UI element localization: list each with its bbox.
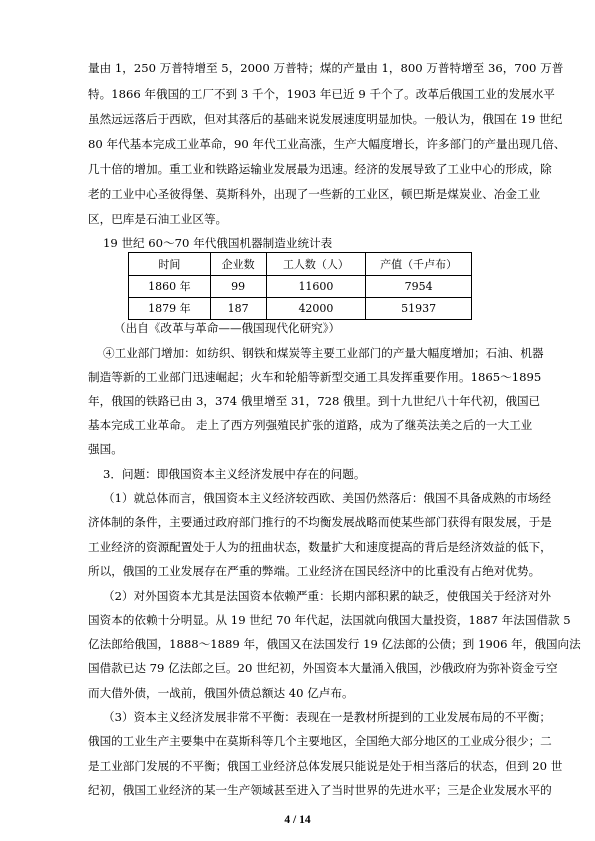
text-line: 济体制的条件，主要通过政府部门推行的不均衡发展战略而使某些部门获得有限发展，于是: [88, 515, 552, 529]
text-line: ④工业部门增加：如纺织、钢铁和煤炭等主要工业部门的产量大幅度增加；石油、机器: [103, 346, 544, 360]
text-line: 所以，俄国的工业发展存在严重的弊端。工业经济在国民经济中的比重没有占绝对优势。: [88, 564, 541, 578]
table-header-cell: 产值（千卢布）: [366, 253, 472, 276]
text-line: 老的工业中心圣彼得堡、莫斯科外，出现了一些新的工业区，顿巴斯是煤炭业、冶金工业: [88, 187, 541, 201]
table-header-cell: 时间: [129, 253, 211, 276]
text-line: 俄国的工业生产主要集中在莫斯科等几个主要地区，全国绝大部分地区的工业成分很少；二: [88, 734, 552, 748]
table-cell: 11600: [266, 276, 366, 298]
table-cell: 42000: [266, 298, 366, 320]
text-line: 制造等新的工业部门迅速崛起；火车和轮船等新型交通工具发挥重要作用。1865～1895: [88, 370, 542, 384]
table-cell: 187: [210, 298, 266, 320]
page-number: 4 / 14: [284, 814, 311, 826]
text-line: 而大借外债，一战前，俄国外债总额达 40 亿卢布。: [88, 686, 354, 700]
text-line: 纪初，俄国工业经济的某一生产领域甚至进入了当时世界的先进水平；三是企业发展水平的: [88, 783, 552, 797]
text-line: （1）就总体而言，俄国资本主义经济较西欧、美国仍然落后：俄国不具备成熟的市场经: [103, 491, 551, 505]
statistics-table: [128, 252, 472, 320]
table-row: [129, 276, 472, 298]
text-line: 虽然远远落后于西欧，但对其落后的基础来说发展速度明显加快。一般认为，俄国在 19 世纪: [88, 112, 563, 126]
text-line: 强国。: [88, 442, 123, 456]
table-header-cell: 企业数: [210, 253, 266, 276]
text-line: 亿法郎给俄国，1888～1889 年，俄国又在法国发行 19 亿法郎的公债；到 1906 年，俄国向法: [88, 637, 581, 651]
text-line: （3）资本主义经济发展非常不平衡：表现在一是教材所提到的工业发展布局的不平衡；: [103, 710, 551, 724]
table-header-row: [129, 253, 472, 276]
text-line: 国借款已达 79 亿法郎之巨。20 世纪初，外国资本大量涌入俄国，沙俄政府为弥补资金亏空: [88, 661, 558, 675]
table-cell: 51937: [366, 298, 472, 320]
table-caption: 19 世纪 60～70 年代俄国机器制造业统计表: [103, 236, 333, 250]
section-heading: 3．问题：即俄国资本主义经济发展中存在的问题。: [103, 467, 366, 481]
text-line: 工业经济的资源配置处于人为的扭曲状态，数量扩大和速度提高的背后是经济效益的低下，: [88, 540, 552, 554]
text-line: 国资本的依赖十分明显。从 19 世纪 70 年代起，法国就向俄国大量投资，1887 年法国借款 5: [88, 613, 571, 627]
table-row: [129, 298, 472, 320]
text-line: 几十倍的增加。重工业和铁路运输业发展最为迅速。经济的发展导致了工业中心的形成，除: [88, 162, 552, 176]
table-cell: 99: [210, 276, 266, 298]
text-line: 区，巴库是石油工业区等。: [88, 212, 228, 226]
text-line: 特。1866 年俄国的工厂不到 3 千个，1903 年已近 9 千个了。改革后俄国工业的发展水平: [88, 87, 555, 101]
text-line: 年，俄国的铁路已由 3，374 俄里增至 31，728 俄里。到十九世纪八十年代初，俄国已: [88, 394, 541, 408]
text-line: 是工业部门发展的不平衡；俄国工业经济总体发展只能说是处于相当落后的状态，但到 20 世: [88, 759, 563, 773]
text-line: （2）对外国资本尤其是法国资本依赖严重：长期内部积累的缺乏，使俄国关于经济对外: [103, 589, 551, 603]
table-source: （出自《改革与革命——俄国现代化研究》）: [114, 321, 341, 335]
text-line: 量由 1，250 万普特增至 5，2000 万普特；煤的产量由 1，800 万普特增至 36，700 万普: [88, 61, 564, 75]
table-cell: 7954: [366, 276, 472, 298]
table-cell: 1879 年: [129, 298, 211, 320]
table-cell: 1860 年: [129, 276, 211, 298]
text-line: 80 年代基本完成工业革命，90 年代工业高涨，生产大幅度增长，许多部门的产量出现几倍、: [88, 137, 566, 151]
table-header-cell: 工人数（人）: [266, 253, 366, 276]
text-line: 基本完成工业革命。 走上了西方列强殖民扩张的道路，成为了继英法美之后的一大工业: [88, 418, 533, 432]
